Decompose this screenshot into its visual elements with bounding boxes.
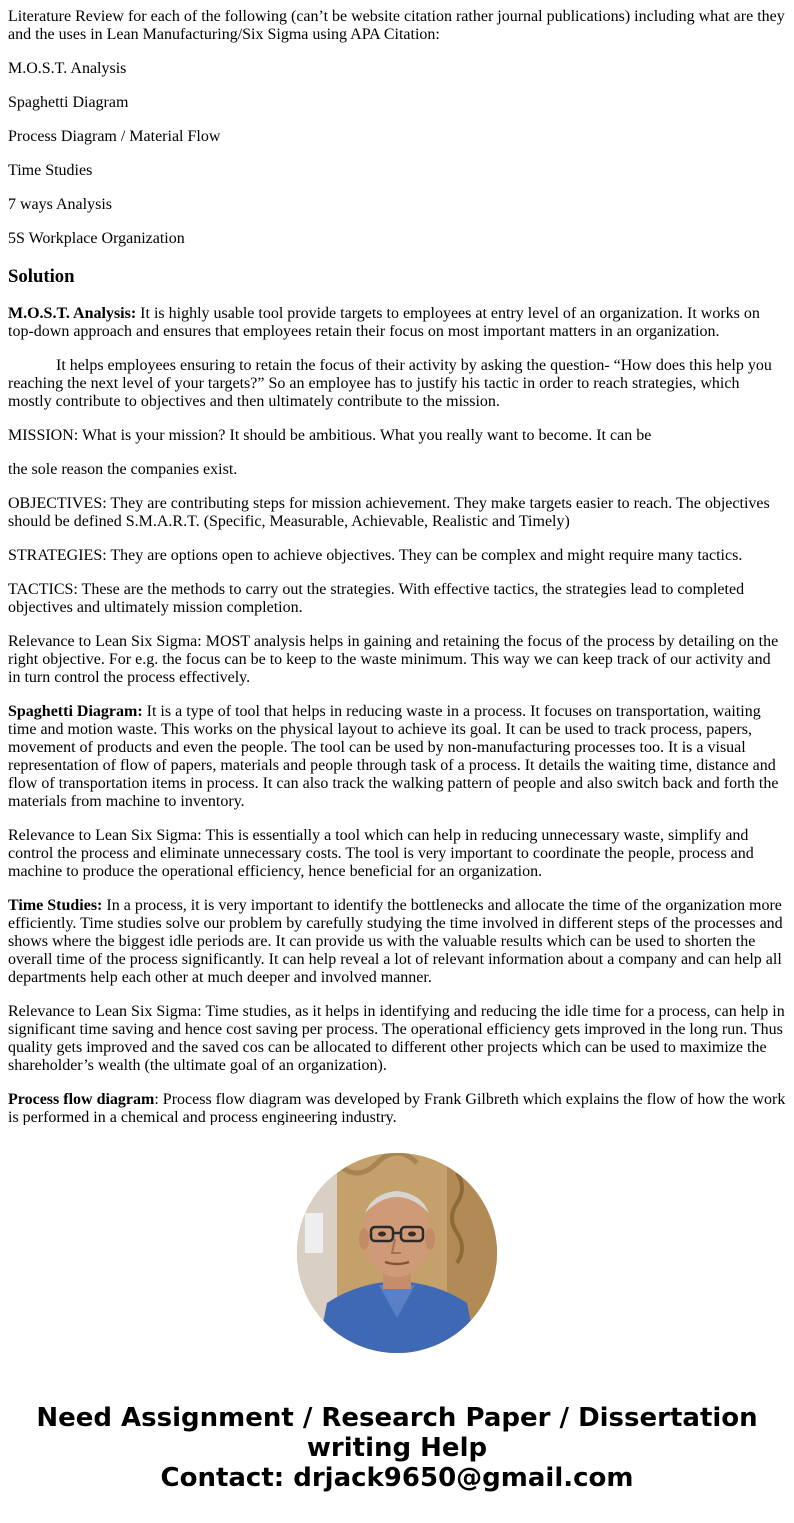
promo-line-1: Need Assignment / Research Paper / Dissertation (36, 1403, 758, 1433)
question-item-time-studies: Time Studies (8, 162, 93, 179)
strategies-paragraph: STRATEGIES: They are options open to achieve objectives. They can be complex and might require many tactics. (8, 547, 743, 564)
author-photo (297, 1153, 497, 1353)
mission-line-1: MISSION: What is your mission? It should be ambitious. What you really want to become. It can be (8, 427, 652, 444)
objectives-paragraph: OBJECTIVES: They are contributing steps for mission achievement. They make targets easier to reach. The objectives should be defined S.M.A.R.T. (Specific, Measurable, Achievable, Realistic and Timely) (8, 495, 770, 530)
most-text: It is highly usable tool provide targets to employees at entry level of an organization. It works on top-down approach and ensures that employees retain their focus on most important matters in an organization. (8, 305, 760, 340)
time-studies-text: In a process, it is very important to identify the bottlenecks and allocate the time of the organization more efficiently. Time studies solve our problem by carefully studying the time involved in different steps of the processes and shows where the biggest idle periods are. It can provide us with the valuable results which can be used to shorten the overall time of the process significantly. It can help reveal a lot of relevant information about a company and can help all departments help each other at much deeper and involved manner. (8, 897, 783, 986)
question-intro: Literature Review for each of the following (can’t be website citation rather journal publications) including what are they and the uses in Lean Manufacturing/Six Sigma using APA Citation: (8, 8, 785, 43)
process-flow-text: : Process flow diagram was developed by Frank Gilbreth which explains the flow of how the work is performed in a chemical and process engineering industry. (8, 1091, 786, 1125)
time-studies-relevance: Relevance to Lean Six Sigma: Time studies, as it helps in identifying and reducing the idle time for a process, can help in significant time saving and hence cost saving per process. The operational efficiency gets improved in the long run. Thus quality gets improved and the saved cos can be allocated to different other projects which can be used to maximize the shareholder’s wealth (the ultimate goal of an organization). (8, 1003, 785, 1074)
tactics-paragraph: TACTICS: These are the methods to carry out the strategies. With effective tactics, the strategies lead to completed objectives and ultimately mission completion. (8, 581, 745, 616)
spaghetti-text: It is a type of tool that helps in reducing waste in a process. It focuses on transportation, waiting time and motion waste. This works on the physical layout to achieve its goal. It can be used to track process, papers, movement of products and even the people. The tool can be used by non-manufacturing processes too. It is a visual representation of flow of papers, materials and people through task of a process. It details the waiting time, distance and flow of transportation items in process. It can also track the walking pattern of people and also switch back and forth the materials from machine to inventory. (8, 703, 779, 810)
spaghetti-label: Spaghetti Diagram: (8, 703, 143, 720)
time-studies-label: Time Studies: (8, 897, 103, 914)
most-paragraph (8, 305, 786, 341)
document-body (8, 0, 786, 1125)
author-portrait-image (297, 1153, 497, 1353)
time-studies-paragraph (8, 897, 786, 987)
promo-line-2: writing Help (306, 1433, 488, 1463)
spaghetti-relevance: Relevance to Lean Six Sigma: This is essentially a tool which can help in reducing unnecessary waste, simplify and control the process and eliminate unnecessary costs. The tool is very important to coordinate the people, process and machine to produce the operational efficiency, hence beneficial for an organization. (8, 827, 754, 880)
process-flow-label: Process flow diagram (8, 1091, 155, 1108)
process-flow-paragraph (8, 1091, 786, 1125)
mission-line-2: the sole reason the companies exist. (8, 461, 238, 478)
question-item-spaghetti: Spaghetti Diagram (8, 94, 129, 111)
most-label: M.O.S.T. Analysis: (8, 305, 137, 322)
promo-contact: Contact: drjack9650@gmail.com (160, 1463, 634, 1493)
spaghetti-paragraph (8, 703, 786, 811)
solution-heading: Solution (8, 266, 75, 287)
question-item-7-ways: 7 ways Analysis (8, 196, 112, 213)
question-item-process-diagram: Process Diagram / Material Flow (8, 128, 221, 145)
question-item-5s: 5S Workplace Organization (8, 230, 185, 247)
most-relevance: Relevance to Lean Six Sigma: MOST analysis helps in gaining and retaining the focus of the process by detailing on the right objective. For e.g. the focus can be to keep to the waste minimum. This way we can keep track of our activity and in turn control the process effectively. (8, 633, 779, 686)
question-item-most: M.O.S.T. Analysis (8, 60, 127, 77)
promo-banner (0, 1403, 794, 1493)
most-detail: It helps employees ensuring to retain the focus of their activity by asking the question- “How does this help you reaching the next level of your targets?” So an employee has to justify his tactic in order to reach strategies, which mostly contribute to objectives and then ultimately contribute to the mission. (8, 357, 772, 410)
